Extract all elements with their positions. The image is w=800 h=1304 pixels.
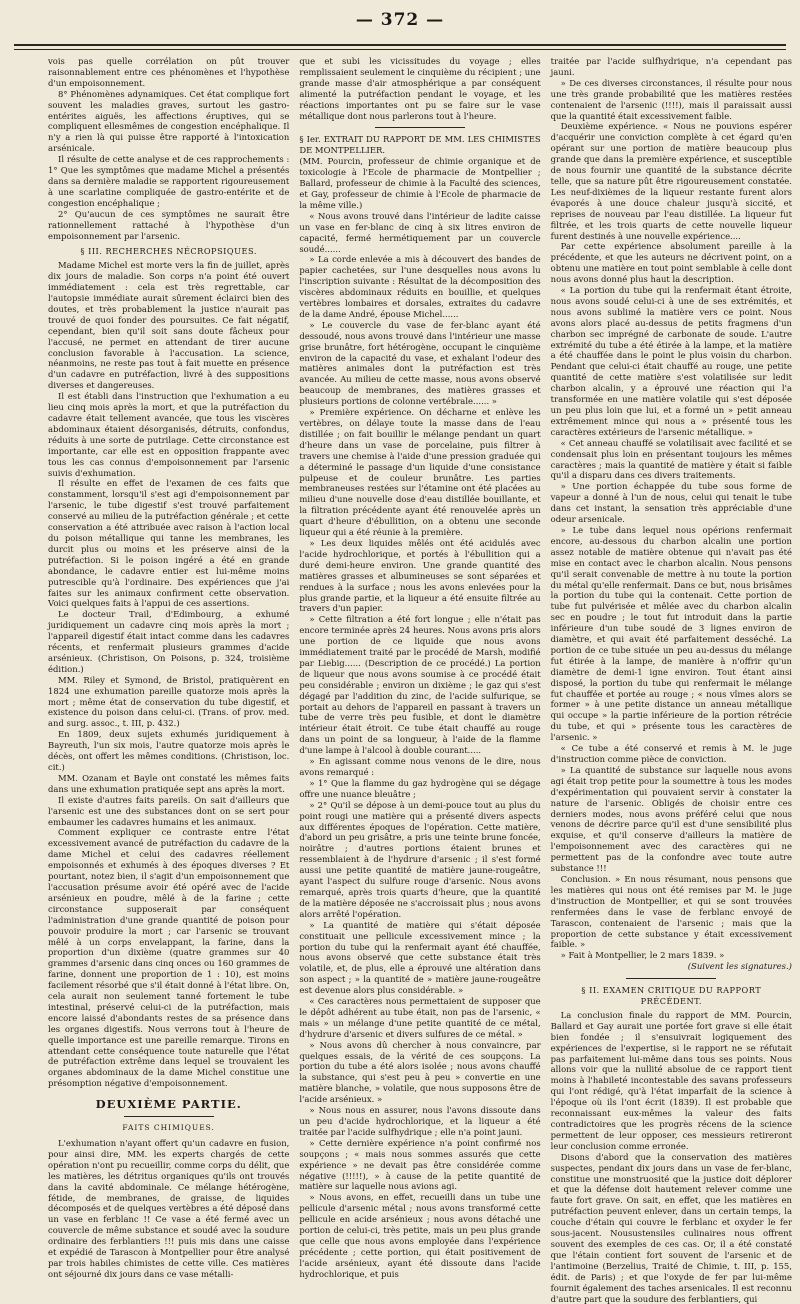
paragraph: Par cette expérience absolument pareille à la précédente, et que les auteurs ne décrivent point, on a obtenu une matière en tout point semblable à celle dont nous avons donné plus haut la description. [550, 241, 792, 285]
paragraph: (MM. Pourcin, professeur de chimie organique et de toxicologie à l'Ecole de pharmacie de Montpellier ; Ballard, professeur de chimie à la Faculté des sciences, et Gay, professeur de chimie à l'Ecole de pharmacie de la même ville.) [299, 156, 541, 210]
paragraph: » 2° Qu'il se dépose à un demi-pouce tout au plus du point rougi une matière qui a présenté divers aspects aux différentes époques de l'opération. Cette matière, d'abord un peu grisâtre, a pris une teinte brune foncée, noirâtre ; d'autres portions étaient brunes et ressemblaient à de l'hydrure d'arsenic ; il s'est formé aussi une petite quantité de matière jaune-rougeâtre, ayant l'aspect du sulfure rouge d'arsenic. Nous avons remarqué, après trois quarts d'heure, que la quantité de la matière déposée ne s'accroissait plus ; nous avons alors arrêté l'opération. [299, 799, 541, 919]
part-subtitle: FAITS CHIMIQUES. [122, 1123, 215, 1133]
column-right [550, 56, 792, 1304]
paragraph: » En agissant comme nous venons de le dire, nous avons remarqué : [299, 756, 541, 777]
paragraph: que et subi les vicissitudes du voyage ; elles remplissaient seulement le cinquième du récipient ; une grande masse d'air atmosphérique a par conséquent alimenté la putréfaction pendant le voyage, et les réactions importantes ont pu se faire sur le vase métallique dont nous parlerons tout à l'heure. [299, 56, 541, 121]
paragraph: » Nous avons, en effet, recueilli dans un tube une pellicule d'arsenic métal ; nous avons transformé cette pellicule en acide arsénieux ; nous avons détaché une portion de celui-ci, très petite, mais un peu plus grande que celle que nous avons employée dans l'expérience précédente ; cette portion, qui était positivement de l'acide arsénieux, ayant été dissoute dans l'acide hydrochlorique, et puis [299, 1192, 541, 1279]
paragraph: Comment expliquer ce contraste entre l'état excessivement avancé de putréfaction du cadavre de la dame Michel et celui des cadavres réellement empoisonnés et exhumés à des époques diverses ? Et pourtant, notez bien, il s'agit d'un empoisonnement que l'accusation présume avoir été opéré avec de l'acide arsénieux en poudre, mêlé à de la farine ; cette circonstance supposerait par conséquent l'administration d'une grande quantité de poison pour pouvoir produire la mort ; car l'arsenic se trouvant mêlé à un corps envelappant, la farine, dans la proportion d'un dixième (quatre grammes sur 40 grammes d'arsenic dans cinq onces ou 160 grammes de farine, donnent une proportion de 1 : 10), est moins facilement résorbé que s'il était donné à l'état libre. On, cela aurait non seulement tanné fortement le tube intestinal, préservé celui-ci de la putréfaction, mais encore laissé d'abondants restes de sa présence dans les organes digestifs. Nous verrons tout à l'heure de quelle importance est une pareille remarque. Tirons en attendant cette conséquence toute naturelle que l'état de putréfaction extrême dans lequel se trouvaient les organes abdominaux de la dame Michel constitue une présomption négative d'empoisonnement. [48, 827, 290, 1089]
paragraph: » La quantité de matière qui s'était déposée constituait une pellicule excessivement mince ; la portion du tube qui la renfermait ayant été chauffée, nous avons observé que cette substance était très volatile, et, de plus, elle a éprouvé une altération dans son aspect ; » la quantité de » matière jaune-rougeâtre est devenue alors plus considérable. » [299, 919, 541, 996]
paragraph: « Cet anneau chauffé se volatilisait avec facilité et se condensait plus loin en présentant toujours les mêmes caractères ; mais la quantité de matière y était si faible qu'il a disparu dans ces divers traitements. [550, 437, 792, 481]
divider [124, 1116, 214, 1117]
text-columns [48, 56, 792, 1304]
paragraph: « Ces caractères nous permettaient de supposer que le dépôt adhérent au tube était, non pas de l'arsenic, « mais » un mélange d'une petite quantité de ce métal, d'hydrure d'arsenic et divers sulfures de ce métal. » [299, 996, 541, 1039]
header-rule [14, 44, 786, 46]
signature-note: (Suivent les signatures.) [687, 961, 792, 972]
divider [375, 127, 465, 128]
paragraph: Conclusion. » En nous résumant, nous pensons que les matières qui nous ont été remises par M. le juge d'instruction de Montpellier, et qui se sont trouvées renfermées dans le vase de ferblanc envoyé de Tarascon, contenaient de l'arsenic ; mais que la proportion de cette substance y était excessivement faible. » [550, 873, 792, 950]
paragraph: » Les deux liquides mêlés ont été acidulés avec l'acide hydrochlorique, et portés à l'ébullition qui a duré demi-heure environ. Une grande quantité des matières grasses et albumineuses se sont séparées et rendues à la surface ; nous les avons enlevées pour la plus grande partie, et la liqueur a été ensuite filtrée au travers d'un papier. [299, 537, 541, 614]
paragraph: » Première expérience. On décharne et enlève les vertèbres, on délaye toute la masse dans de l'eau distillée ; on fait bouillir le mélange pendant un quart d'heure dans un vase de porcelaine, puis filtrer à travers une chemise à l'aide d'une pression graduée qui a déterminé le passage d'un liquide d'une consistance pulpeuse et de couleur brunâtre. Les parties membraneuses restées sur l'étamine ont été placées au milieu d'une nouvelle dose d'eau distillée bouillante, et la filtration précédente ayant été renouvelée après un quart d'heure d'ébullition, on a obtenu une seconde liqueur qui a été réunie à la première. [299, 407, 541, 538]
paragraph: » Nous nous en assurer, nous l'avons dissoute dans un peu d'acide hydrochlorique, et la liqueur a été traitée par l'acide sulfhydrique ; elle n'a point jauni. [299, 1105, 541, 1137]
column-left [48, 56, 290, 1279]
page-number: — 372 — [355, 10, 445, 30]
header-rule-thin [14, 49, 786, 50]
section-heading: § II. EXAMEN CRITIQUE DU RAPPORT PRÉCÉDENT. [581, 985, 762, 1007]
paragraph: 8° Phénomènes adynamiques. Cet état complique fort souvent les maladies graves, surtout les gastro-entérites aiguës, les affections éruptives, qui se compliquent ellesmêmes de congestion encéphalique. Il n'y a rien là qui puisse être rapporté à l'intoxication arsénicale. [48, 88, 290, 154]
paragraph: MM. Riley et Symond, de Bristol, pratiquèrent en 1824 une exhumation pareille quatorze mois après la mort ; même état de conservation du tube digestif, et existence du poison dans celui-ci. (Trans. of prov. med. and surg. assoc., t. III, p. 432.) [48, 674, 290, 729]
paragraph: Il résulte de cette analyse et de ces rapprochements : 1° Que les symptômes que madame Michel a présentés dans sa dernière maladie se rapportent rigoureusement à une scarlatine compliquée de gastro-entérite et de congestion encéphalique ; [48, 154, 290, 208]
divider [626, 978, 716, 979]
paragraph: Il est établi dans l'instruction que l'exhumation a eu lieu cinq mois après la mort, et que la putréfaction du cadavre était tellement avancée, que tous les viscères abdominaux étaient désorganisés, détruits, confondus, réduits à une sorte de putrilage. Cette circonstance est importante, car elle est en opposition frappante avec tous les cas connus d'empoisonnement par l'arsenic suivis d'exhumation. [48, 391, 290, 478]
paragraph: Deuxième expérience. « Nous ne pouvions espérer d'acquérir une conviction complète à cet égard qu'en opérant sur une portion de matière beaucoup plus grande que dans la première expérience, et susceptible de nous fournir une quantité de la substance décrite telle, que sa nature pût être rigoureusement constatée. Les neuf-dixièmes de la liqueur restante furent alors évaporés à une douce chaleur jusqu'à siccité, et reprises de nouveau par l'eau distillée. La liqueur fut filtrée, et les trois quarts de cette nouvelle liqueur furent destinés à une nouvelle expérience.... [550, 121, 792, 241]
paragraph: traitée par l'acide sulfhydrique, n'a cependant pas jauni. [550, 56, 792, 77]
paragraph: « Nous avons trouvé dans l'intérieur de ladite caisse un vase en fer-blanc de cinq à six litres environ de capacité, fermé hermétiquement par un couvercle soudé...... [299, 210, 541, 254]
paragraph: » Le couvercle du vase de fer-blanc ayant été dessoudé, nous avons trouvé dans l'intérieur une masse grise brunâtre, fort hétérogène, occupant le cinquième environ de la capacité du vase, et exhalant l'odeur des matières animales dont la putréfaction est très avancée. Au milieu de cette masse, nous avons observé beaucoup de membranes, des matières grasses et plusieurs portions de colonne vertébrale...... » [299, 319, 541, 407]
section-heading: § III. RECHERCHES NÉCROPSIQUES. [80, 246, 257, 257]
paragraph: Il existe d'autres faits pareils. On sait d'ailleurs que l'arsenic est une des substances dont on se sert pour embaumer les cadavres humains et les animaux. [48, 794, 290, 827]
paragraph: » Cette dernière expérience n'a point confirmé nos soupçons ; « mais nous sommes assurés que cette expérience » ne devait pas être considérée comme négative (!!!!!), » à cause de la petite quantité de matière sur laquelle nous avions agi. [299, 1137, 541, 1192]
paragraph: » De ces diverses circonstances, il résulte pour nous une très grande probabilité que les matières restées contenaient de l'arsenic (!!!!), mais il paraissait aussi que la quantité était excessivement faible. [550, 77, 792, 121]
paragraph: » Fait à Montpellier, le 2 mars 1839. » [560, 950, 725, 961]
paragraph: » La quantité de substance sur laquelle nous avons agi était trop petite pour la soumettre à tous les modes d'expérimentation qui pouvaient servir à constater la nature de l'arsenic. Obligés de choisir entre ces derniers modes, nous avons préféré celui que nous venons de décrire parce qu'il est d'une sensibilité plus exquise, et qu'il conserve d'ailleurs la matière de l'empoisonnement avec des caractères qui ne permettent pas de la confondre avec toute autre substance !!! [550, 764, 792, 874]
paragraph: » La corde enlevée a mis à découvert des bandes de papier cachetées, sur l'une desquelles nous avons lu l'inscription suivante : Résultat de la décomposition des viscères abdominaux réduits en bouillie, et quelques vertèbres lombaires et dorsales, extraites du cadavre de la dame André, épouse Michel...... [299, 254, 541, 319]
paragraph: Il résulte en effet de l'examen de ces faits que constamment, lorsqu'il s'est agi d'empoisonnement par l'arsenic, le tube digestif s'est trouvé parfaitement conservé au milieu de la putréfaction générale ; et cette conservation a été attribuée avec raison à l'action local du poison métallique qui tanne les membranes, les durcit plus ou moins et les préserve ainsi de la putréfaction. Si le poison ingéré a été en grande abondance, le cadavre entier est lui-même moins putrescible qu'à l'ordinaire. Des expériences que j'ai faites sur les animaux confirment cette observation. Voici quelques faits à l'appui de ces assertions. [48, 478, 290, 609]
paragraph: Madame Michel est morte vers la fin de juillet, après dix jours de maladie. Son corps n'a point été ouvert immédiatement : cela est très regrettable, car l'autopsie immédiate aurait sûrement éclairci bien des doutes, et très probablement la justice n'aurait pas trouvé de quoi fonder des poursuites. Ce fait négatif, cependant, bien qu'il soit sans doute fâcheux pour l'accusé, ne permet en attendant de tirer aucune conclusion favorable à l'accusation. La science, néanmoins, ne reste pas tout à fait muette en présence d'un cadavre en putréfaction, livré à des suppositions diverses et dangereuses. [48, 260, 290, 391]
paragraph: MM. Ozanam et Bayle ont constaté les mêmes faits dans une exhumation pratiquée sept ans après la mort. [48, 772, 290, 794]
paragraph: » 1° Que la flamme du gaz hydrogène qui se dégage offre une nuance bleuâtre ; [299, 777, 541, 799]
paragraph: En 1809, deux sujets exhumés juridiquement à Bayreuth, l'un six mois, l'autre quatorze mois après le décès, ont offert les mêmes conditions. (Christison, loc. cit.) [48, 729, 290, 772]
column-middle [299, 56, 541, 1279]
paragraph: » Cette filtration a été fort longue ; elle n'était pas encore terminée après 24 heures. Nous avons pris alors une portion de ce liquide que nous avons immédiatement traité par le procédé de Marsh, modifié par Liebig...... (Description de ce procédé.) La portion de liqueur que nous avons soumise à ce procédé était peu considérable ; environ un dixième ; le gaz qui s'est dégagé par l'addition du zinc, de l'acide sulfurique, se portait au dehors de l'appareil en passant à travers un tube de verre très peu fusible, et dont le diamètre intérieur était étroit. Ce tube était chauffé au rouge dans un point de sa longueur, à l'aide de la flamme d'une lampe à l'alcool à double courant..... [299, 614, 541, 756]
paragraph: Le docteur Trail, d'Edimbourg, a exhumé juridiquement un cadavre cinq mois après la mort ; l'appareil digestif était intact comme dans les cadavres récents, et renfermait plusieurs grammes d'acide arsénieux. (Christison, On Poisons, p. 324, troisième édition.) [48, 609, 290, 674]
paragraph: La conclusion finale du rapport de MM. Pourcin, Ballard et Gay aurait une portée fort grave si elle était bien fondée ; il s'ensuivrait logiquement des expériences de l'expertise, si le rapport ne se réfutait pas parfaitement lui-même dans tous ses points. Nous allons voir que la nullité absolue de ce rapport tient moins à l'habileté incontestable des savans professeurs qui l'ont rédigé, qu'à l'état imparfait de la science à l'époque où ils l'ont écrit (1839). Il est probable que reconnaissant eux-mêmes la valeur des faits contradictoires que les progrès récens de la science permettent de leur opposer, ces messieurs retireront leur conclusion comme erronée. [550, 1009, 792, 1151]
paragraph: Disons d'abord que la conservation des matières suspectes, pendant dix jours dans un vase de fer-blanc, constitue une monstruosité que la justice doit déplorer et que la défense doit hautement relever comme une faute fort grave. On sait, en effet, que les matières en putréfaction peuvent enlever, dans un certain temps, la couche d'étain qui couvre le ferblanc et oxyder le fer sous-jacent. Nousustensiles culinaires nous offrent souvent des exemples de ces cas. Or, il a été constaté que l'étain contient fort souvent de l'arsenic et de l'antimoine (Berzelius, Traité de Chimie, t. III, p. 155, édit. de Paris) ; et que l'oxyde de fer par lui-même fournit également des taches arsenicales. Il est reconnu d'autre part que la soudure des ferblantiers, qui [550, 1151, 792, 1304]
paragraph: L'exhumation n'ayant offert qu'un cadavre en fusion, pour ainsi dire, MM. les experts chargés de cette opération n'ont pu recueillir, comme corps du délit, que les matières, les détritus organiques qu'ils ont trouvés dans la cavité abdominale. Ce mélange hétérogène, fétide, de membranes, de graisse, de liquides décomposés et de quelques vertèbres a été déposé dans un vase en ferblanc !! Ce vase a été fermé avec un couvercle de même substance et soudé avec la soudure ordinaire des ferblantiers !!! puis mis dans une caisse et expédié de Tarascon à Montpellier pour être analysé par trois habiles chimistes de cette ville. Ces matières ont séjourné dix jours dans ce vase métalli- [48, 1138, 290, 1279]
paragraph: « La portion du tube qui la renfermait étant étroite, nous avons soudé celui-ci à une de ses extrémités, et nous avons sublimé la matière vers ce point. Nous avons alors placé au-dessus de petits fragmens d'un charbon sec imprégné de carbonate de soude. L'autre extrémité du tube a été étirée à la lampe, et la matière a été chauffée dans le point le plus voisin du charbon. Pendant que celui-ci était chauffé au rouge, une petite quantité de cette matière s'est volatilisée sur ledit charbon alcalin, y a éprouvé une réaction qui l'a transformée en une matière volatile qui s'est déposée un peu plus loin que lui, et a formé un » petit anneau extrêmement mince qui nous a » présenté tous les caractères extérieurs de l'arsenic métallique. » [550, 285, 792, 437]
paragraph: « Ce tube a été conservé et remis à M. le juge d'instruction comme pièce de conviction. [550, 743, 792, 764]
paragraph: vois pas quelle corrélation on pût trouver raisonnablement entre ces phénomènes et l'hypothèse d'un empoisonnement. [48, 56, 290, 88]
paragraph: » Nous avons dû chercher à nous convaincre, par quelques essais, de la vérité de ces soupçons. La portion du tube a été alors isolée ; nous avons chauffé la substance, qui s'est peu à peu » convertie en une matière blanche, » volatile, que nous supposons être de l'acide arsénieux. » [299, 1039, 541, 1105]
part-title: DEUXIÈME PARTIE. [95, 1097, 242, 1112]
paragraph: 2° Qu'aucun de ces symptômes ne saurait être rationnellement rattaché à l'hypothèse d'un empoisonnement par l'arsenic. [48, 208, 290, 241]
section-heading: § Ier. EXTRAIT DU RAPPORT DE MM. LES CHIMISTES DE MONTPELLIER. [299, 134, 541, 156]
paragraph: » Le tube dans lequel nous opérions renfermait encore, au-dessous du charbon alcalin une portion assez notable de matière obtenue qui n'avait pas été mise en contact avec le charbon alcalin. Nous pensons qu'il serait convenable de mettre à nu toute la portion du métal qu'elle renfermait. Dans ce but, nous brisâmes la portion du tube qui la contenait. Cette portion de tube fut pulvérisée et mêlée avec du charbon alcalin sec en poudre ; le tout fut introduit dans la partie inférieure d'un tube soudé de 3 lignes environ de diamètre, et qui avait été parfaitement desséché. La portion de ce tube située un peu au-dessus du mélange fut étirée à la lampe, de manière à n'offrir qu'un diamètre de demi-1 igne environ. Tout étant ainsi disposé, la portion du tube qui renfermait le mélange fut chauffée et portée au rouge ; « nous vîmes alors se former » à une petite distance un anneau métallique qui occupe » la partie inférieure de la portion rétrécie du tube, et qui » présente tous les caractères de l'arsenic. » [550, 524, 792, 743]
paragraph: » Une portion échappée du tube sous forme de vapeur a donné à l'un de nous, celui qui tenait le tube dans cet instant, la sensation très appréciable d'une odeur arsenicale. [550, 481, 792, 525]
